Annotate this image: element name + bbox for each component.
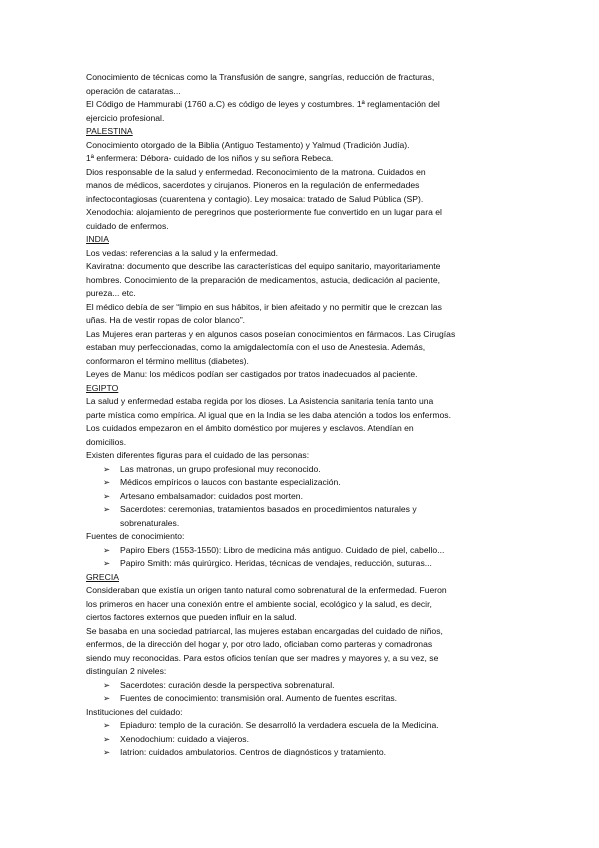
text-line: El médico debía de ser “limpio en sus hábitos, ir bien afeitado y no permitir que le crezcan las — [86, 301, 442, 312]
text-line: ciertos factores externos que pueden influir en la salud. — [86, 612, 297, 622]
list-item-text: Papiro Ebers (1553-1550): Libro de medicina más antiguo. Cuidado de piel, cabello... — [120, 544, 445, 555]
text-line: Conocimiento de técnicas como la Transfusión de sangre, sangrías, reducción de fracturas, — [86, 72, 435, 82]
list-item-text: sobrenaturales. — [120, 517, 180, 528]
list-item — [86, 692, 516, 706]
text-line: los primeros en hacer una conexión entre el ambiente social, ecológico y la salud, es decir, — [86, 598, 432, 609]
section-heading-egipto: EGIPTO — [86, 382, 119, 393]
list-item — [86, 503, 516, 517]
arrow-bullet-icon: ➢ — [103, 679, 111, 690]
text-line: Conocimiento otorgado de la Biblia (Antiguo Testamento) y Yalmud (Tradición Judía). — [86, 139, 410, 150]
text-line: Las Mujeres eran parteras y en algunos casos poseían conocimientos en fármacos. Las Cirugías — [86, 328, 456, 339]
text-line: operación de cataratas... — [86, 85, 181, 96]
arrow-bullet-icon: ➢ — [103, 504, 111, 514]
text-line: hombres. Conocimiento de la preparación de medicamentos, astucia, dedicación al paciente, — [86, 274, 440, 285]
text-line: pureza... etc. — [86, 288, 136, 298]
arrow-bullet-icon: ➢ — [103, 477, 111, 487]
list-item — [86, 719, 516, 733]
arrow-bullet-icon: ➢ — [103, 558, 111, 568]
list-item-text: Fuentes de conocimiento: transmisión oral. Aumento de fuentes escritas. — [120, 693, 398, 703]
text-line: Kaviratna: documento que describe las características del equipo sanitario, mayoritariamente — [86, 261, 441, 271]
arrow-bullet-icon: ➢ — [103, 747, 111, 757]
arrow-bullet-icon: ➢ — [103, 693, 111, 703]
instituciones-label: Instituciones del cuidado: — [86, 706, 183, 717]
text-line: Consideraban que existía un origen tanto natural como sobrenatural de la enfermedad. Fueron — [86, 585, 447, 595]
list-item — [86, 733, 516, 747]
text-line: La salud y enfermedad estaba regida por los dioses. La Asistencia sanitaria tenía tanto una — [86, 396, 434, 406]
list-item-text: Sacerdotes: curación desde la perspectiva sobrenatural. — [120, 679, 335, 690]
text-line: conformaron el término mellitus (diabetes). — [86, 355, 249, 366]
arrow-bullet-icon: ➢ — [103, 544, 111, 555]
list-item — [86, 679, 516, 693]
list-item-text: Sacerdotes: ceremonias, tratamientos basados en procedimientos naturales y — [120, 504, 417, 514]
document-body — [86, 71, 516, 760]
list-item-text: Iatrion: cuidados ambulatorios. Centros de diagnósticos y tratamiento. — [120, 747, 387, 757]
text-line: Se basaba en una sociedad patriarcal, las mujeres estaban encargadas del cuidado de niños, — [86, 625, 443, 636]
text-line: Los vedas: referencias a la salud y la enfermedad. — [86, 247, 279, 258]
section-heading-grecia: GRECIA — [86, 571, 119, 582]
text-line: Xenodochia: alojamiento de peregrinos que posteriormente fue convertido en un lugar para el — [86, 207, 442, 217]
text-line: enfermos, de la dirección del hogar y, por otro lado, oficiaban como parteras y comadronas — [86, 639, 433, 649]
list-item — [86, 490, 516, 504]
text-line: Dios responsable de la salud y enfermedad. Reconocimiento de la matrona. Cuidados en — [86, 166, 426, 177]
text-line: El Código de Hammurabi (1760 a.C) es código de leyes y costumbres. 1ª reglamentación del — [86, 99, 440, 109]
text-line: uñas. Ha de vestir ropas de color blanco”. — [86, 315, 246, 325]
arrow-bullet-icon: ➢ — [103, 463, 111, 474]
list-item-text: Papiro Smith: más quirúrgico. Heridas, técnicas de vendajes, reducción, suturas... — [120, 558, 432, 568]
list-item — [86, 557, 516, 571]
text-line: Leyes de Manu: los médicos podían ser castigados por tratos inadecuados al paciente. — [86, 369, 418, 379]
text-line: infectocontagiosas (cuarentena y contagio). Ley mosaica: tratado de Salud Pública (SP). — [86, 193, 424, 204]
list-item — [86, 476, 516, 490]
text-line: estaban muy perfeccionadas, como la amigdalectomía con el uso de Anestesia. Además, — [86, 342, 426, 352]
list-item-text: Médicos empíricos o laucos con bastante especialización. — [120, 477, 341, 487]
text-line: manos de médicos, sacerdotes y cirujanos. Pioneros en la regulación de enfermedades — [86, 180, 420, 190]
list-item-text: Epiaduro: templo de la curación. Se desarrolló la verdadera escuela de la Medicina. — [120, 720, 439, 730]
text-line: Existen diferentes figuras para el cuidado de las personas: — [86, 450, 310, 460]
text-line: parte mística como empírica. Al igual que en la India se les daba atención a todos los enfermos. — [86, 409, 451, 420]
text-line: cuidado de enfermos. — [86, 220, 169, 231]
list-item — [86, 544, 516, 558]
section-heading-india: INDIA — [86, 234, 109, 244]
text-line: distinguían 2 niveles: — [86, 666, 167, 676]
text-line: 1ª enfermera: Débora- cuidado de los niños y su señora Rebeca. — [86, 153, 334, 163]
list-item-text: Las matronas, un grupo profesional muy reconocido. — [120, 463, 321, 474]
list-item-text: Xenodochium: cuidado a viajeros. — [120, 733, 249, 744]
fuentes-label: Fuentes de conocimiento: — [86, 531, 185, 541]
list-item — [86, 463, 516, 477]
arrow-bullet-icon: ➢ — [103, 490, 111, 501]
text-line: Los cuidados empezaron en el ámbito doméstico por mujeres y esclavos. Atendían en — [86, 423, 414, 433]
list-item-continuation — [86, 517, 516, 531]
arrow-bullet-icon: ➢ — [103, 720, 111, 730]
text-line: ejercicio profesional. — [86, 112, 165, 123]
arrow-bullet-icon: ➢ — [103, 733, 111, 744]
list-item — [86, 746, 516, 760]
section-heading-palestina: PALESTINA — [86, 126, 133, 136]
text-line: siendo muy reconocidas. Para estos oficios tenían que ser madres y mayores y, a su vez, se — [86, 652, 439, 663]
text-line: domicilios. — [86, 436, 127, 447]
list-item-text: Artesano embalsamador: cuidados post morten. — [120, 490, 303, 501]
